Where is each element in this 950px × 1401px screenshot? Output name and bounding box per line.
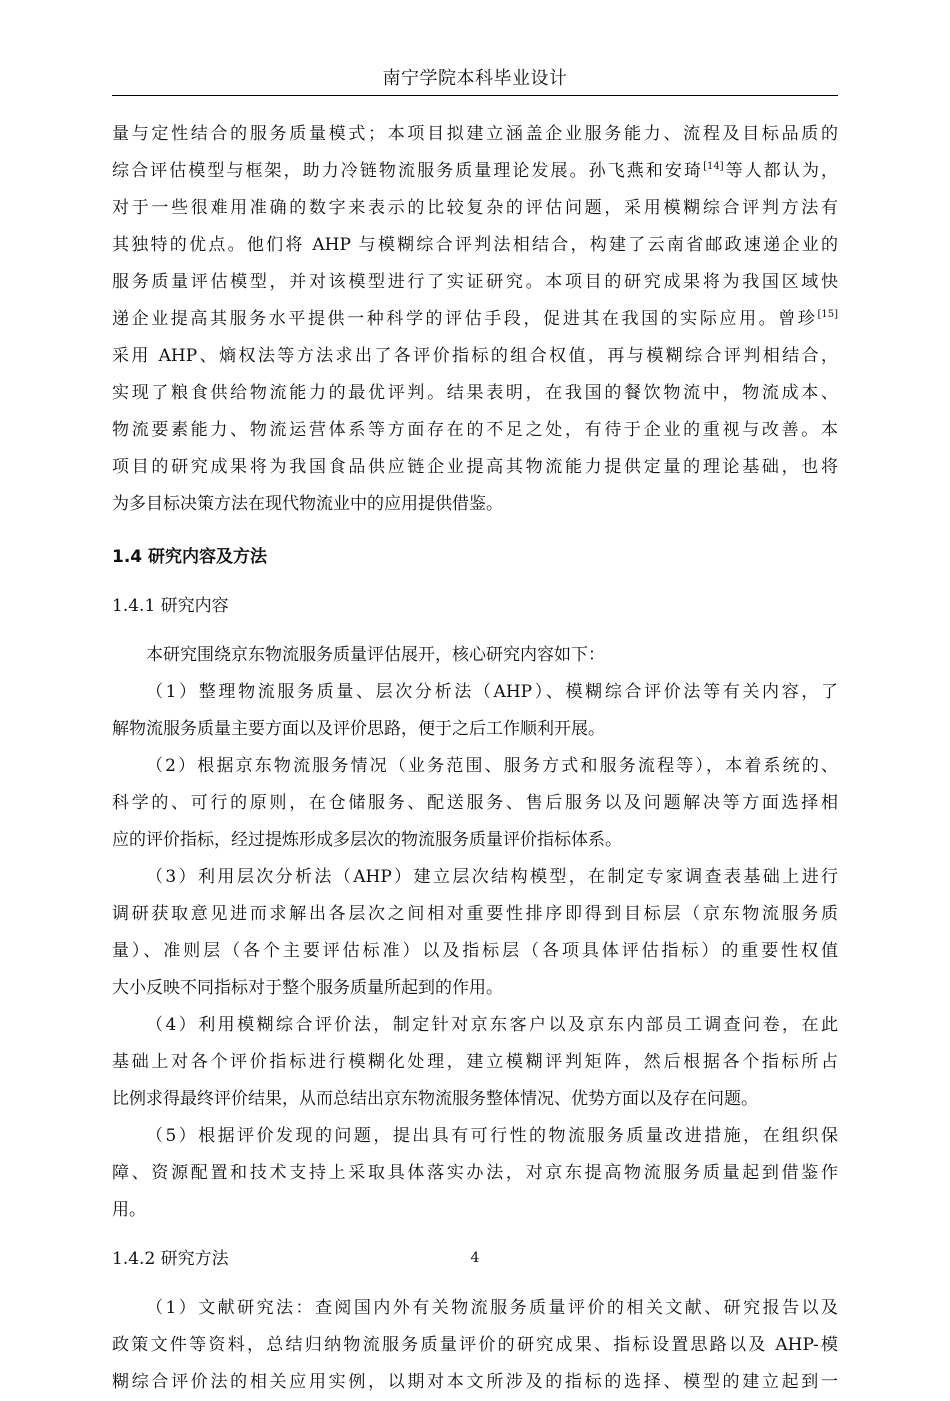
paragraph-line: 解物流服务质量主要方面以及评价思路，便于之后工作顺利开展。 [112,719,605,739]
paragraph-line: 大小反映不同指标对于整个服务质量所起到的作用。 [112,978,503,998]
page-number: 4 [470,1250,480,1266]
running-header: 南宁学院本科毕业设计 [382,68,568,89]
paragraph-line: 用。 [112,1200,146,1220]
citation-ref: [14] [703,161,724,172]
paragraph-line: 量与定性结合的服务质量模式；本项目拟建立涵盖企业服务能力、流程及目标品质的 [112,124,838,144]
paragraph-line: 采用 AHP、熵权法等方法求出了各评价指标的组合权值，再与模糊综合评判相结合， [112,346,838,366]
citation-ref: [15] [817,309,838,320]
paragraph-line: 对于一些很难用准确的数字来表示的比较复杂的评估问题，采用模糊综合评判方法有 [112,198,838,218]
subsection-heading: 1.4.1 研究内容 [112,596,229,616]
paragraph-line: 量）、准则层（各个主要评估标准）以及指标层（各项具体评估指标）的重要性权值 [112,941,838,961]
subsection-heading: 1.4.2 研究方法 [112,1249,229,1269]
header-rule [112,95,838,96]
paragraph-line: 障、资源配置和技术支持上采取具体落实办法，对京东提高物流服务质量起到借鉴作 [112,1163,838,1183]
paragraph-line: 服务质量评估模型，并对该模型进行了实证研究。本项目的研究成果将为我国区域快 [112,272,838,292]
paragraph-line: （1）整理物流服务质量、层次分析法（AHP）、模糊综合评价法等有关内容，了 [146,682,838,702]
paragraph-line: 物流要素能力、物流运营体系等方面存在的不足之处，有待于企业的重视与改善。本 [112,420,838,440]
paragraph-line [112,301,838,338]
section-heading: 1.4 研究内容及方法 [112,547,268,567]
paragraph-line: （2）根据京东物流服务情况（业务范围、服务方式和服务流程等），本着系统的、 [146,756,838,776]
paragraph-line: （5）根据评价发现的问题，提出具有可行性的物流服务质量改进措施，在组织保 [146,1126,838,1146]
paragraph-text: 递企业提高其服务水平提供一种科学的评估手段，促进其在我国的实际应用。曾珍 [112,309,818,329]
paragraph-line: 项目的研究成果将为我国食品供应链企业提高其物流能力提供定量的理论基础，也将 [112,457,838,477]
paragraph-text: 等人都认为， [723,161,839,181]
paragraph-line: 应的评价指标，经过提炼形成多层次的物流服务质量评价指标体系。 [112,830,622,850]
paragraph-line: （1）文献研究法：查阅国内外有关物流服务质量评价的相关文献、研究报告以及 [146,1298,838,1318]
paragraph-line: 实现了粮食供给物流能力的最优评判。结果表明，在我国的餐饮物流中，物流成本、 [112,383,838,403]
paragraph-line: 比例求得最终评价结果，从而总结出京东物流服务整体情况、优势方面以及存在问题。 [112,1089,758,1109]
paragraph-line: （3）利用层次分析法（AHP）建立层次结构模型，在制定专家调查表基础上进行 [146,867,838,887]
paragraph-line: 调研获取意见进而求解出各层次之间相对重要性排序即得到目标层（京东物流服务质 [112,904,838,924]
paragraph-line: 科学的、可行的原则，在仓储服务、配送服务、售后服务以及问题解决等方面选择相 [112,793,838,813]
paragraph-line: 为多目标决策方法在现代物流业中的应用提供借鉴。 [112,494,503,514]
paragraph-line: 政策文件等资料，总结归纳物流服务质量评价的研究成果、指标设置思路以及 AHP-模 [112,1335,838,1355]
paragraph-line: （4）利用模糊综合评价法，制定针对京东客户以及京东内部员工调查问卷，在此 [146,1015,838,1035]
paragraph-line: 本研究围绕京东物流服务质量评估展开，核心研究内容如下： [146,645,605,665]
paragraph-line: 其独特的优点。他们将 AHP 与模糊综合评判法相结合，构建了云南省邮政速递企业的 [112,235,838,255]
paragraph-line: 基础上对各个评价指标进行模糊化处理，建立模糊评判矩阵，然后根据各个指标所占 [112,1052,838,1072]
body-text [112,116,838,1401]
paragraph-text: 综合评估模型与框架，助力冷链物流服务质量理论发展。孙飞燕和安琦 [112,161,704,181]
paragraph-line: 糊综合评价法的相关应用实例，以期对本文所涉及的指标的选择、模型的建立起到一 [112,1372,838,1392]
paragraph-line [112,153,838,190]
